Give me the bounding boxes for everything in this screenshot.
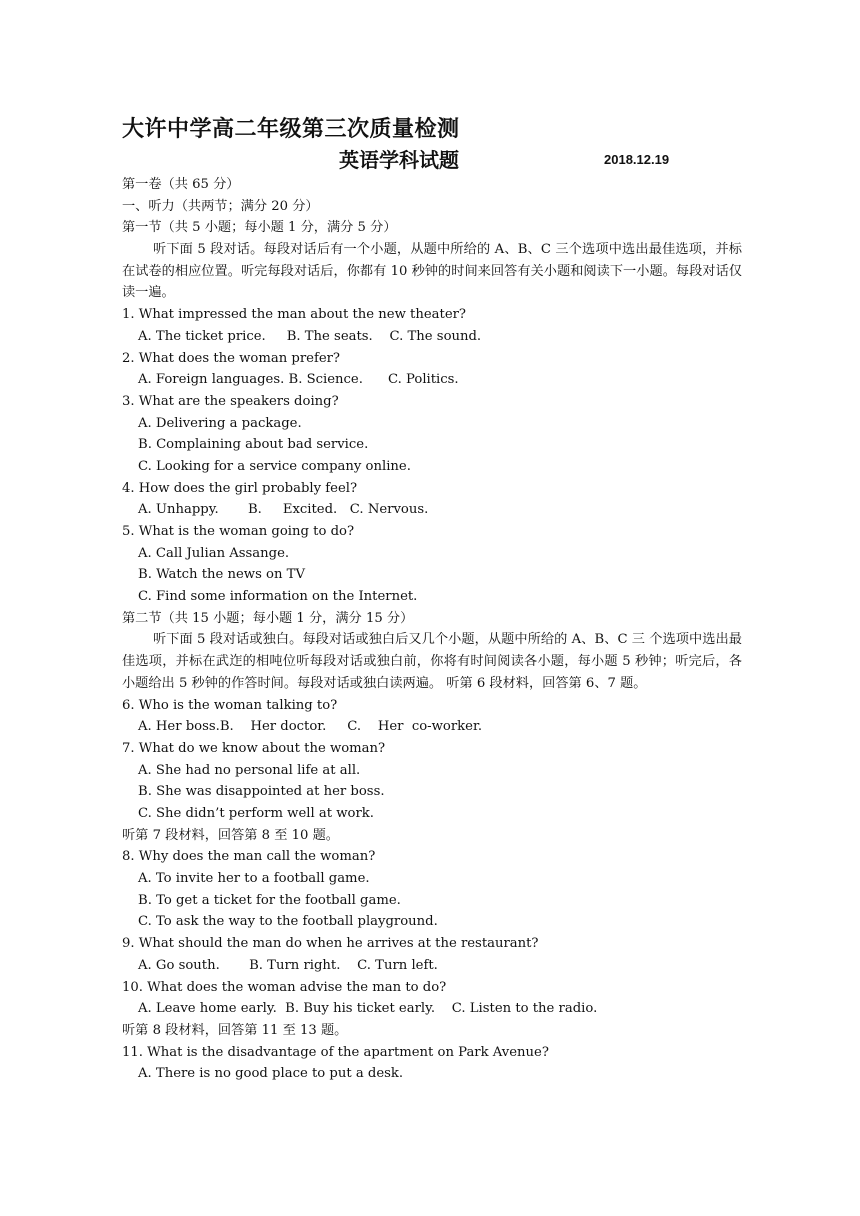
option-a: A. Delivering a package. — [138, 415, 302, 431]
material-heading: 听第 7 段材料，回答第 8 至 10 题。 — [122, 827, 339, 843]
material-heading: 听第 8 段材料，回答第 11 至 13 题。 — [122, 1022, 348, 1038]
option-a: A. She had no personal life at all. — [138, 762, 361, 778]
option-c: C. Find some information on the Internet. — [138, 589, 418, 605]
option-b: B. Watch the news on TV — [138, 567, 305, 583]
part-heading: 一、听力（共两节；满分 20 分） — [122, 198, 319, 214]
exam-subtitle: 英语学科试题 — [339, 148, 459, 172]
question-options: A. Go south. B. Turn right. C. Turn left. — [138, 957, 438, 973]
question-stem: 11. What is the disadvantage of the apartment on Park Avenue? — [122, 1044, 549, 1060]
section1-heading: 第一节（共 5 小题；每小题 1 分，满分 5 分） — [122, 220, 397, 236]
question-stem: 7. What do we know about the woman? — [122, 740, 386, 756]
option-b: B. Complaining about bad service. — [138, 437, 369, 453]
question-options: A. The ticket price. B. The seats. C. The sound. — [138, 328, 482, 344]
section1-instructions: 听下面 5 段对话。每段对话后有一个小题，从题中所给的 A、B、C 三个选项中选出最佳选项，并标在试卷的相应位置。听完每段对话后，你都有 10 秒钟的时间来回答有关小题和阅读下一小题。每段对话仅读一遍。 — [122, 242, 742, 301]
question-stem: 6. Who is the woman talking to? — [122, 697, 338, 713]
exam-date: 2018.12.19 — [604, 152, 670, 167]
question-stem: 8. Why does the man call the woman? — [122, 849, 376, 865]
volume-heading: 第一卷（共 65 分） — [122, 177, 240, 192]
option-b: B. She was disappointed at her boss. — [138, 784, 385, 800]
option-a: A. To invite her to a football game. — [138, 871, 370, 887]
question-stem: 3. What are the speakers doing? — [122, 393, 339, 409]
option-a: A. There is no good place to put a desk. — [138, 1066, 404, 1082]
option-c: C. To ask the way to the football playground. — [138, 914, 438, 930]
question-stem: 10. What does the woman advise the man to do? — [122, 979, 447, 995]
section2-instructions: 听下面 5 段对话或独白。每段对话或独白后又几个小题，从题中所给的 A、B、C 三 个选项中选出最佳选项，并标在武迮的相吨位听每段对话或独白前，你将有时间阅读各小题，每小题 5 秒钟；听完后，各小题给出 5 秒钟的作答时间。每段对话或独白读两遍。 听第 6 段材料，回答第 6、7 题。 — [122, 632, 742, 691]
question-options: A. Her boss.B. Her doctor. C. Her co-worker. — [138, 719, 483, 735]
question-options: A. Foreign languages. B. Science. C. Politics. — [138, 372, 459, 388]
exam-body — [122, 174, 742, 1085]
question-stem: 1. What impressed the man about the new theater? — [122, 307, 466, 323]
exam-title: 大许中学高二年级第三次质量检测 — [122, 117, 460, 142]
option-c: C. She didn’t perform well at work. — [138, 806, 374, 822]
option-a: A. Call Julian Assange. — [138, 545, 290, 561]
option-c: C. Looking for a service company online. — [138, 458, 411, 474]
section2-heading: 第二节（共 15 小题；每小题 1 分，满分 15 分） — [122, 610, 414, 626]
question-stem: 4. How does the girl probably feel? — [122, 480, 358, 496]
question-options: A. Leave home early. B. Buy his ticket early. C. Listen to the radio. — [138, 1001, 598, 1017]
question-options: A. Unhappy. B. Excited. C. Nervous. — [138, 502, 429, 518]
option-b: B. To get a ticket for the football game. — [138, 892, 401, 908]
question-stem: 2. What does the woman prefer? — [122, 350, 340, 366]
question-stem: 5. What is the woman going to do? — [122, 524, 355, 540]
question-stem: 9. What should the man do when he arrives at the restaurant? — [122, 936, 539, 952]
